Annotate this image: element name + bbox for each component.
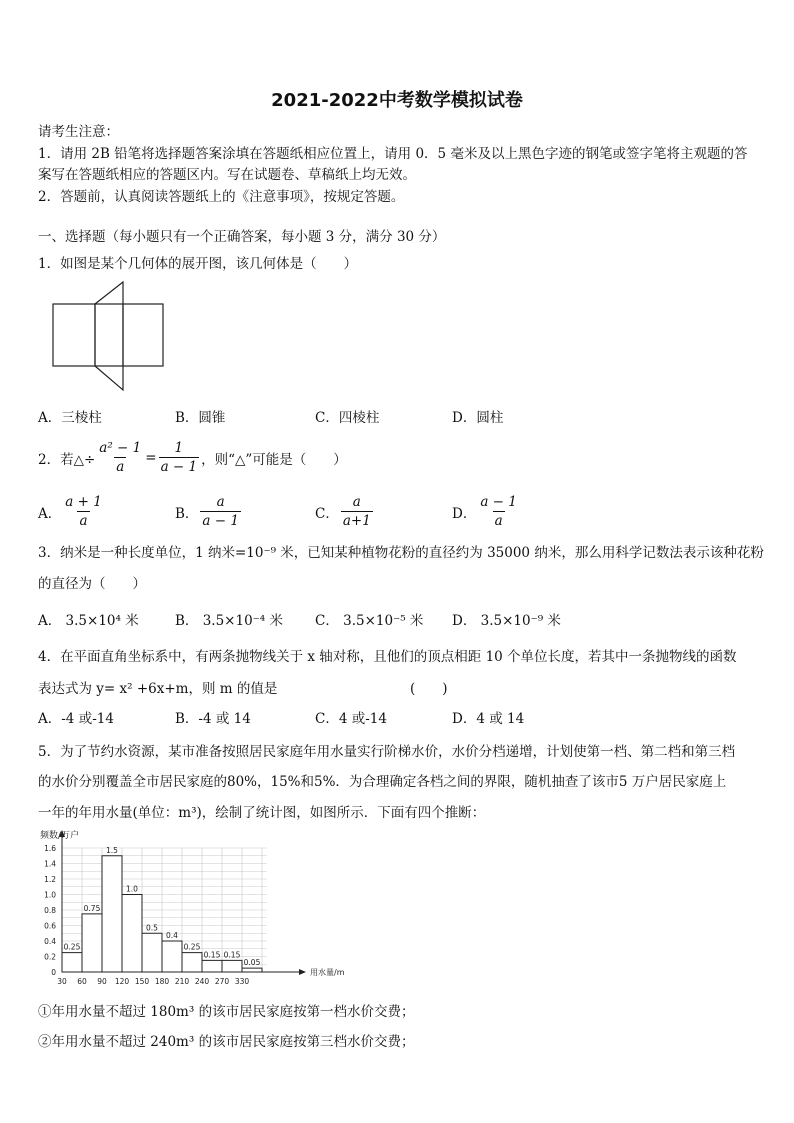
histogram-bar	[242, 968, 262, 972]
net-figure	[50, 280, 168, 390]
q1-option-b[interactable]: B．圆锥	[175, 410, 226, 426]
x-tick-label: 150	[134, 977, 150, 986]
q2-equals: =	[145, 449, 157, 466]
x-tick-label: 240	[194, 977, 210, 986]
x-tick-label: 180	[154, 977, 170, 986]
x-tick-label: 330	[234, 977, 250, 986]
q2-fraction-2	[159, 440, 200, 475]
q4-option-b[interactable]: B．-4 或 14	[175, 711, 251, 727]
water-usage-histogram	[30, 826, 345, 996]
q1-option-a[interactable]: A．三棱柱	[38, 410, 102, 426]
q2-option-b-label: B．	[175, 505, 199, 522]
q5-line-3: 一年的年用水量(单位：m³)，绘制了统计图，如图所示．下面有四个推断：	[38, 805, 486, 821]
q2-option-a-numerator: a + 1	[65, 494, 102, 510]
y-tick-label: 1.6	[44, 844, 56, 853]
y-tick-label: 1.0	[44, 890, 56, 900]
q3-option-c[interactable]: C． 3.5×10⁻⁵ 米	[315, 613, 424, 629]
net-top-triangle	[95, 282, 123, 304]
section-heading: 一、选择题（每小题只有一个正确答案，每小题 3 分，满分 30 分）	[38, 229, 446, 245]
y-tick-label: 1.4	[44, 859, 56, 869]
notice-line-1b: 案写在答题纸相应的答题区内。写在试题卷、草稿纸上均无效。	[38, 167, 416, 183]
q4-option-c[interactable]: C．4 或-14	[315, 711, 387, 727]
q2-f1-denominator: a	[116, 459, 125, 475]
histogram-bar	[82, 914, 102, 972]
q2-option-b[interactable]	[175, 494, 243, 529]
q4-option-d[interactable]: D．4 或 14	[452, 711, 525, 727]
x-tick-label: 90	[97, 977, 107, 986]
x-axis-arrow	[299, 969, 306, 975]
q5-statement-2: ②年用水量不超过 240m³ 的该市居民家庭按第三档水价交费；	[38, 1034, 415, 1050]
net-right-rect	[123, 304, 163, 366]
q4-line-2: 表达式为 y= x² +6x+m，则 m 的值是	[38, 681, 278, 697]
bar-value-label: 0.25	[63, 942, 81, 952]
y-tick-label: 0.4	[44, 937, 56, 946]
notice-heading: 请考生注意：	[38, 124, 119, 140]
bar-value-label: 0.5	[146, 923, 158, 933]
q4-line-1: 4．在平面直角坐标系中，有两条抛物线关于 x 轴对称，且他们的顶点相距 10 个单位长度，若其中一条抛物线的函数	[38, 649, 737, 665]
q2-f2-numerator: 1	[174, 440, 184, 456]
q3-line-2: 的直径为（ ）	[38, 576, 146, 592]
q2-option-b-numerator: a	[216, 494, 225, 510]
q2-f2-denominator: a − 1	[160, 459, 198, 475]
q2-option-c-label: C．	[315, 505, 339, 522]
q2-option-d-numerator: a − 1	[480, 494, 517, 510]
histogram-bar	[142, 933, 162, 972]
q1-option-d[interactable]: D．圆柱	[452, 410, 504, 426]
notice-line-2: 2．答题前，认真阅读答题纸上的《注意事项》，按规定答题。	[38, 189, 405, 205]
bar-value-label: 0.05	[243, 958, 261, 968]
y-tick-label: 0	[51, 968, 56, 977]
histogram-bar	[182, 953, 202, 972]
y-tick-label: 0.8	[44, 906, 56, 915]
net-middle-rect	[95, 304, 123, 366]
q2-stem	[38, 440, 347, 475]
x-tick-label: 210	[174, 977, 190, 986]
bar-value-label: 0.75	[83, 903, 101, 913]
net-left-rect	[53, 304, 95, 366]
q5-line-2: 的水价分别覆盖全市居民家庭的80%，15%和5%．为合理确定各档之间的界限，随机抽查了该市5 万户居民家庭上	[38, 774, 727, 790]
histogram-bar	[222, 960, 242, 972]
q2-option-c-denominator: a+1	[342, 513, 371, 529]
q2-option-d-label: D．	[452, 505, 477, 522]
histogram-bar	[202, 960, 222, 972]
y-tick-label: 1.2	[44, 875, 56, 884]
notice-line-1: 1．请用 2B 铅笔将选择题答案涂填在答题纸相应位置上，请用 0．5 毫米及以上黑色字迹的钢笔或签字笔将主观题的答	[38, 146, 748, 162]
q3-line-1: 3．纳米是一种长度单位，1 纳米=10⁻⁹ 米，已知某种植物花粉的直径约为 35000 纳米，那么用科学记数法表示该种花粉	[38, 545, 764, 561]
q2-option-d-fraction	[478, 494, 519, 529]
q5-line-1: 5．为了节约水资源，某市准备按照居民家庭年用水量实行阶梯水价，水价分档递增，计划使第一档、第二档和第三档	[38, 744, 736, 760]
q2-option-b-fraction	[200, 494, 241, 529]
x-tick-label: 60	[77, 977, 87, 986]
q2-option-d[interactable]	[452, 494, 521, 529]
bar-value-label: 1.0	[126, 884, 138, 894]
q5-statement-1: ①年用水量不超过 180m³ 的该市居民家庭按第一档水价交费；	[38, 1004, 415, 1020]
q3-option-d[interactable]: D． 3.5×10⁻⁹ 米	[452, 613, 561, 629]
y-tick-label: 0.6	[44, 921, 56, 931]
q2-prefix: 2．若△÷	[38, 451, 96, 468]
q3-option-b[interactable]: B． 3.5×10⁻⁴ 米	[175, 613, 283, 629]
histogram-bar	[162, 941, 182, 972]
x-tick-label: 270	[214, 977, 230, 986]
q2-option-c[interactable]	[315, 494, 375, 529]
x-axis-label: 用水量/m	[310, 968, 345, 977]
y-tick-label: 0.2	[44, 952, 56, 962]
bar-value-label: 0.25	[183, 942, 201, 952]
q4-answer-paren: ( )	[410, 681, 448, 697]
q2-option-c-numerator: a	[352, 494, 361, 510]
q2-option-a-fraction	[63, 494, 104, 529]
x-tick-label: 30	[57, 977, 67, 986]
q2-option-b-denominator: a − 1	[202, 513, 239, 529]
net-bottom-triangle	[95, 366, 123, 390]
q2-f1-numerator: a² − 1	[99, 440, 142, 456]
q2-option-a-denominator: a	[79, 513, 88, 529]
bar-value-label: 0.4	[166, 931, 178, 940]
q4-option-a[interactable]: A．-4 或-14	[38, 711, 114, 727]
histogram-bar	[62, 953, 82, 972]
q3-option-a[interactable]: A． 3.5×10⁴ 米	[38, 613, 139, 629]
x-tick-label: 120	[114, 977, 130, 986]
q1-stem: 1．如图是某个几何体的展开图，该几何体是（ ）	[38, 256, 358, 272]
bar-value-label: 1.5	[106, 845, 118, 855]
bar-value-label: 0.15	[203, 950, 221, 960]
y-axis-label: 频数/万户	[40, 831, 80, 841]
histogram-bar	[102, 856, 122, 972]
q2-fraction-1	[97, 440, 143, 475]
page-title: 2021-2022中考数学模拟试卷	[271, 90, 523, 111]
q2-suffix: ，则“△”可能是（ ）	[201, 451, 347, 468]
bar-value-label: 0.15	[223, 950, 241, 960]
q1-option-c[interactable]: C．四棱柱	[315, 410, 380, 426]
q2-option-c-fraction	[341, 494, 373, 529]
q2-option-a[interactable]	[38, 494, 106, 529]
histogram-bar	[122, 895, 142, 973]
q2-option-d-denominator: a	[494, 513, 503, 529]
q2-option-a-label: A．	[38, 505, 62, 522]
